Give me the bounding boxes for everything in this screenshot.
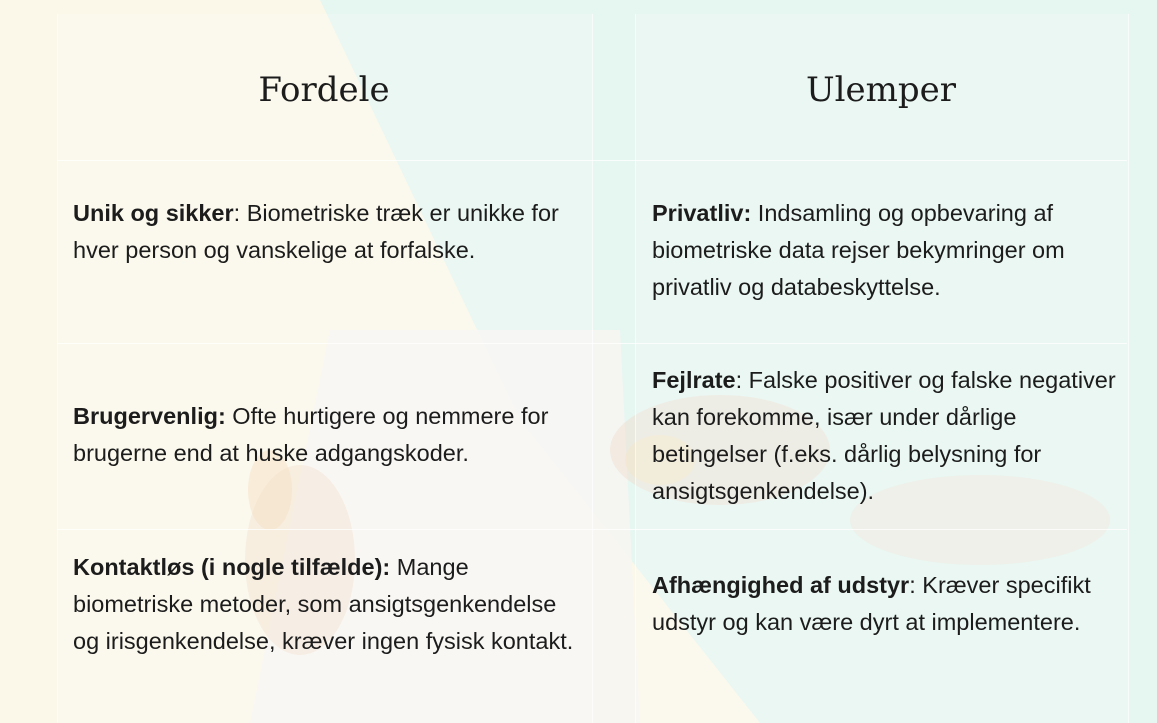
- con-cell-privatliv: [652, 195, 1117, 306]
- pro-term: Kontaktløs (i nogle tilfælde):: [73, 554, 391, 580]
- pro-cell-brugervenlig: [73, 398, 583, 472]
- con-cell-afhaengighed: Afhængighed af udstyr: Kræver specifikt udstyr og kan være dyrt at implementere.: [652, 572, 1091, 635]
- con-term: Afhængighed af udstyr: [652, 572, 910, 598]
- pro-text: Biometriske træk er unikke for hver person og vanskelige at forfalske.: [73, 200, 559, 263]
- divider: [57, 160, 1127, 161]
- con-text: Indsamling og opbevaring af biometriske data rejser bekymringer om privatliv og databeskyttelse.: [652, 200, 1065, 300]
- pro-cell-unik: Unik og sikker: Biometriske træk er unikke for hver person og vanskelige at forfalske.: [73, 200, 559, 263]
- divider: [57, 343, 1127, 344]
- pro-text: Mange biometriske metoder, som ansigtsgenkendelse og irisgenkendelse, kræver ingen fysisk kontakt.: [73, 554, 574, 654]
- pro-term: Unik og sikker: [73, 200, 234, 226]
- con-term: Privatliv:: [652, 200, 752, 226]
- con-cell-fejlrate: Fejlrate: Falske positiver og falske negativer kan forekomme, især under dårlige betingelser (f.eks. dårlig belysning for ansigtsgenkendelse).: [652, 367, 1116, 504]
- divider: [57, 529, 1127, 530]
- pro-term: Brugervenlig:: [73, 403, 226, 429]
- con-text: Kræver specifikt udstyr og kan være dyrt at implementere.: [652, 572, 1091, 635]
- pro-cell-kontaktlos: [73, 549, 583, 660]
- header-fordele: Fordele: [258, 70, 390, 110]
- con-text: Falske positiver og falske negativer kan forekomme, især under dårlige betingelser (f.eks. dårlig belysning for ansigtsgenkendelse).: [652, 367, 1116, 504]
- pro-text: Ofte hurtigere og nemmere for brugerne end at huske adgangskoder.: [73, 403, 549, 466]
- con-term: Fejlrate: [652, 367, 736, 393]
- header-ulemper: Ulemper: [805, 70, 957, 110]
